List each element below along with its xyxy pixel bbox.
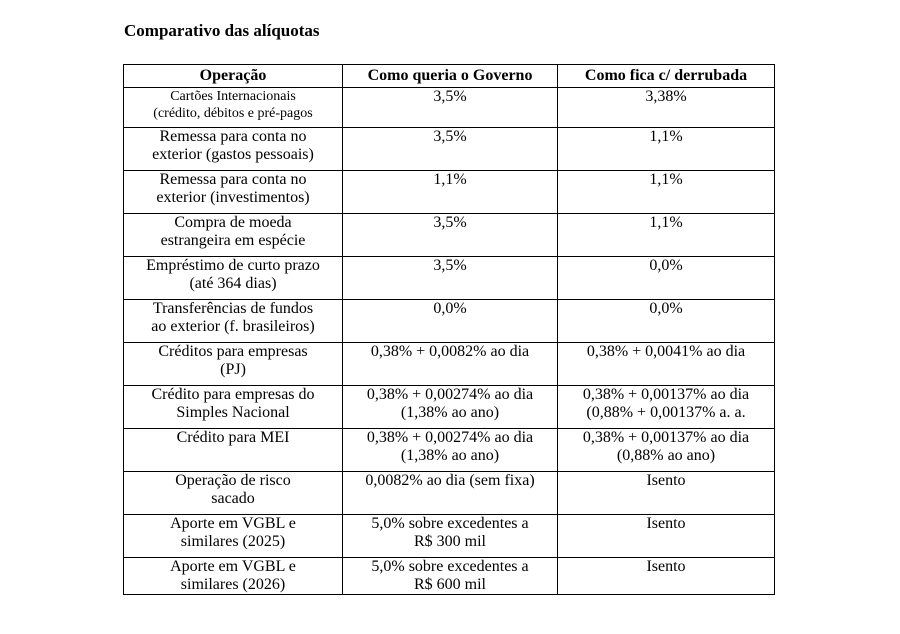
cell-text-line: Isento [646, 515, 686, 532]
government-rate-cell [343, 128, 558, 171]
cell-text-line: Crédito para empresas do [151, 386, 315, 403]
table-row [124, 214, 775, 257]
cell-text-line: 0,0% [649, 257, 683, 274]
cell-text-line: 1,1% [433, 171, 467, 188]
page-crop-edge [0, 597, 900, 634]
cell-text-line: similares (2025) [180, 533, 286, 550]
table-row [124, 257, 775, 300]
table-header-row [124, 65, 775, 88]
cell-text-line: Transferências de fundos [152, 300, 314, 317]
rates-comparison-table [123, 64, 775, 595]
cell-text-line: R$ 600 mil [413, 576, 486, 593]
cell-text-line: 0,38% + 0,00274% ao dia [366, 386, 534, 403]
cell-text-line: estrangeira em espécie [160, 232, 306, 249]
table-row [124, 88, 775, 128]
cell-text-line: 0,38% + 0,0082% ao dia [370, 343, 530, 360]
cell-text-line: 5,0% sobre excedentes a [371, 558, 529, 575]
cell-text-line: 5,0% sobre excedentes a [371, 515, 529, 532]
operation-cell [124, 386, 343, 429]
after-override-rate-cell [558, 515, 775, 558]
cell-text-line: (até 364 dias) [189, 275, 277, 292]
government-rate-cell [343, 257, 558, 300]
cell-text-line: Compra de moeda [174, 214, 292, 231]
cell-text-line: 0,0% [433, 300, 467, 317]
cell-text-line: 1,1% [649, 171, 683, 188]
government-rate-cell [343, 429, 558, 472]
after-override-rate-cell [558, 558, 775, 595]
cell-text-line: (PJ) [220, 361, 246, 378]
cell-text-line: Aporte em VGBL e [170, 515, 296, 532]
cell-text-line: sacado [211, 490, 255, 507]
after-override-rate-cell [558, 472, 775, 515]
operation-cell [124, 128, 343, 171]
header-government-proposal: Como queria o Governo [343, 65, 558, 88]
document-title: Comparativo das alíquotas [124, 21, 320, 40]
government-rate-cell [343, 300, 558, 343]
cell-text-line: 0,38% + 0,00137% ao dia [582, 386, 750, 403]
cell-text-line: Remessa para conta no [159, 171, 307, 188]
cell-text-line: Operação de risco [175, 472, 291, 489]
cell-text-line: (0,88% + 0,00137% a. a. [586, 404, 746, 421]
table-row [124, 171, 775, 214]
cell-text-line: ao exterior (f. brasileiros) [151, 318, 315, 335]
government-rate-cell [343, 214, 558, 257]
operation-cell [124, 88, 343, 128]
operation-cell [124, 515, 343, 558]
cell-text-line: exterior (investimentos) [156, 189, 310, 206]
cell-text-line: (1,38% ao ano) [400, 447, 500, 464]
after-override-rate-cell [558, 386, 775, 429]
table-row [124, 343, 775, 386]
cell-text-line: Créditos para empresas [158, 343, 308, 360]
table-row [124, 386, 775, 429]
operation-cell [124, 558, 343, 595]
cell-text-line: Aporte em VGBL e [170, 558, 296, 575]
table-row [124, 300, 775, 343]
cell-text-line: 0,38% + 0,00137% ao dia [582, 429, 750, 446]
cell-text-line: Simples Nacional [176, 404, 290, 421]
cell-text-line: 0,0082% ao dia (sem fixa) [365, 472, 535, 489]
header-after-override: Como fica c/ derrubada [558, 65, 775, 88]
cell-text-line: 1,1% [649, 128, 683, 145]
after-override-rate-cell [558, 429, 775, 472]
cell-text-line: Cartões Internacionais [170, 89, 296, 104]
after-override-rate-cell [558, 128, 775, 171]
government-rate-cell [343, 343, 558, 386]
after-override-rate-cell [558, 343, 775, 386]
cell-text-line: Empréstimo de curto prazo [146, 257, 320, 274]
cell-text-line: exterior (gastos pessoais) [152, 146, 314, 163]
header-operation: Operação [124, 65, 343, 88]
table-row [124, 515, 775, 558]
cell-text-line: 3,5% [433, 128, 467, 145]
operation-cell [124, 343, 343, 386]
operation-cell [124, 429, 343, 472]
operation-cell [124, 171, 343, 214]
cell-text-line: 3,5% [433, 214, 467, 231]
cell-text-line: 0,0% [649, 300, 683, 317]
government-rate-cell [343, 88, 558, 128]
government-rate-cell [343, 515, 558, 558]
cell-text-line: 0,38% + 0,00274% ao dia [366, 429, 534, 446]
cell-text-line: Remessa para conta no [159, 128, 307, 145]
government-rate-cell [343, 472, 558, 515]
government-rate-cell [343, 171, 558, 214]
operation-cell [124, 300, 343, 343]
government-rate-cell [343, 386, 558, 429]
cell-text-line: Crédito para MEI [176, 429, 290, 446]
cell-text-line: 0,38% + 0,0041% ao dia [586, 343, 746, 360]
table-row [124, 472, 775, 515]
operation-cell [124, 214, 343, 257]
after-override-rate-cell [558, 257, 775, 300]
cell-text-line: 3,5% [433, 88, 467, 105]
cell-text-line: 1,1% [649, 214, 683, 231]
table-row [124, 429, 775, 472]
cell-text-line: similares (2026) [180, 576, 286, 593]
government-rate-cell [343, 558, 558, 595]
cell-text-line: R$ 300 mil [413, 533, 486, 550]
after-override-rate-cell [558, 300, 775, 343]
after-override-rate-cell [558, 171, 775, 214]
after-override-rate-cell [558, 88, 775, 128]
cell-text-line: 3,5% [433, 257, 467, 274]
table-row [124, 558, 775, 595]
operation-cell [124, 257, 343, 300]
cell-text-line: 3,38% [645, 88, 687, 105]
cell-text-line: Isento [646, 472, 686, 489]
after-override-rate-cell [558, 214, 775, 257]
table-row [124, 128, 775, 171]
operation-cell [124, 472, 343, 515]
cell-text-line: (1,38% ao ano) [400, 404, 500, 421]
cell-text-line: (0,88% ao ano) [616, 447, 716, 464]
cell-text-line: (crédito, débitos e pré-pagos [153, 106, 313, 121]
cell-text-line: Isento [646, 558, 686, 575]
